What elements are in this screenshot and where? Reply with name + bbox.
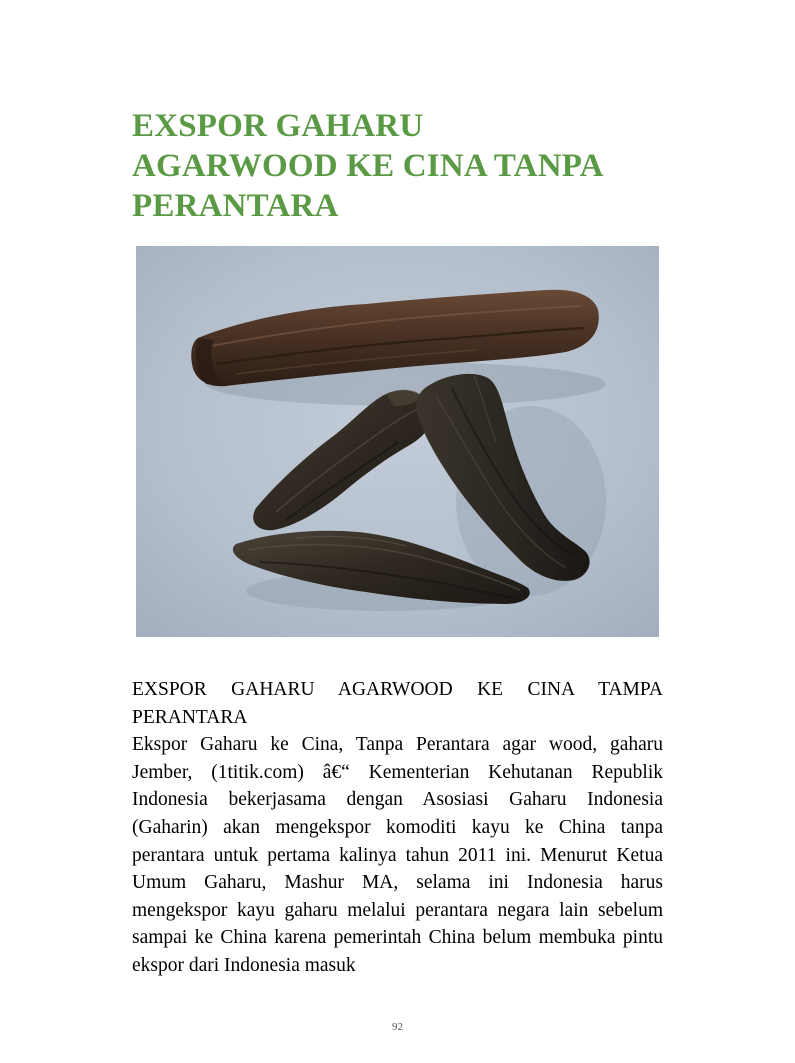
title-line-3: PERANTARA [132,188,339,224]
page-title [132,106,692,226]
title-line-2: AGARWOOD KE CINA TANPA [132,148,604,184]
article-paragraph: Ekspor Gaharu ke Cina, Tanpa Perantara agar wood, gaharu Jember, (1titik.com) â€“ Kementerian Kehutanan Republik Indonesia bekerjasama dengan Asosiasi Gaharu Indonesia (Gaharin) akan mengekspor komoditi kayu ke China tanpa perantara untuk pertama kalinya tahun 2011 ini. Menurut Ketua Umum Gaharu, Mashur MA, selama ini Indonesia harus mengekspor kayu gaharu melalui perantara negara lain sebelum sampai ke China karena pemerintah China belum membuka pintu ekspor dari Indonesia masuk [132,734,663,976]
article-subheading: EXSPOR GAHARU AGARWOOD KE CINA TAMPA PERANTARA [132,679,663,728]
agarwood-photo-drawing [136,246,659,637]
title-line-1: EXSPOR GAHARU [132,108,424,144]
article-body [132,676,663,980]
agarwood-photo [136,246,659,637]
page-number: 92 [392,1021,403,1033]
